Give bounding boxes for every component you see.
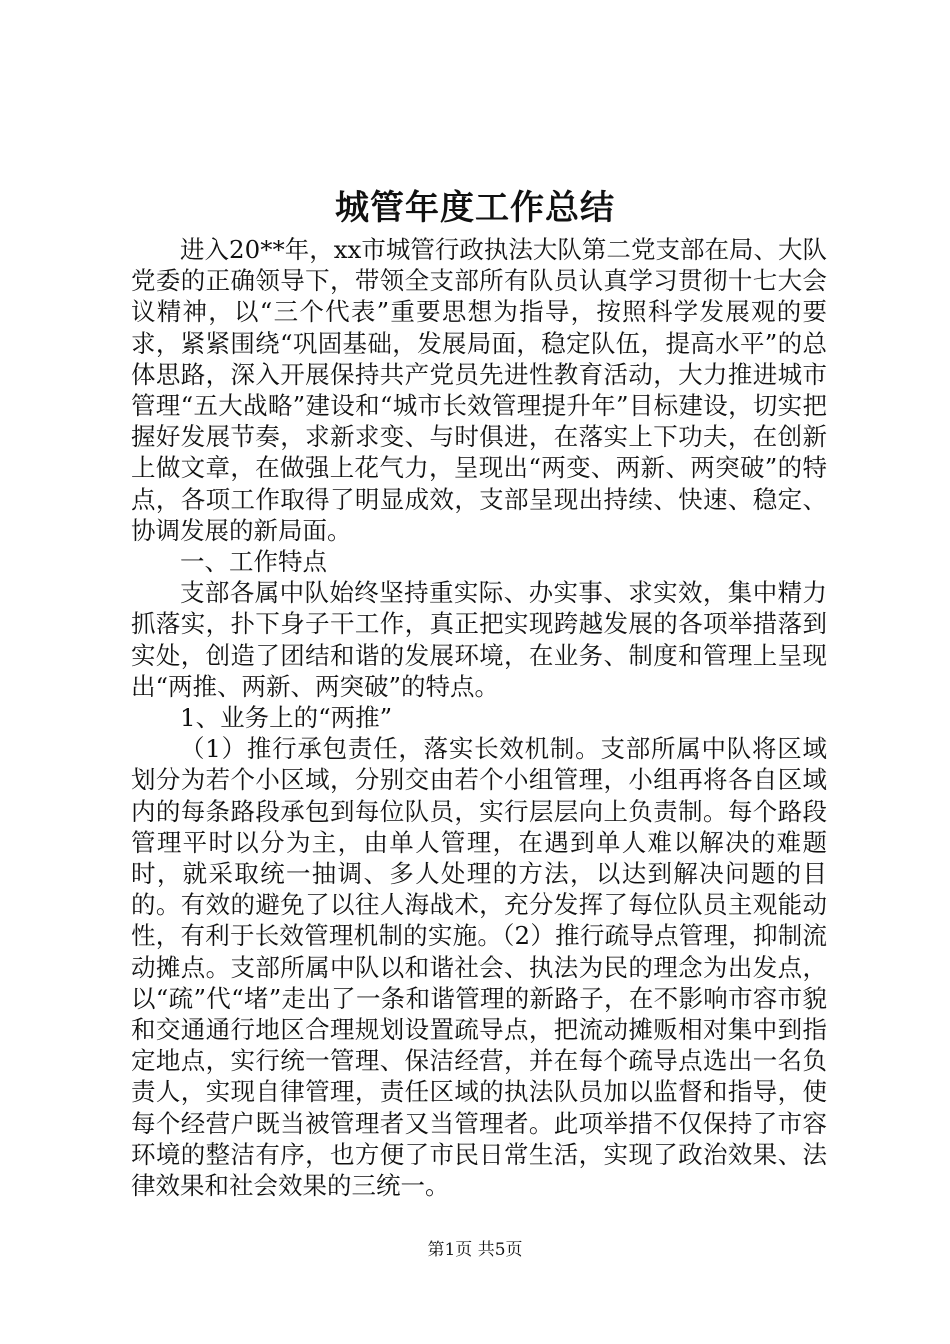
work-features-paragraph: 支部各属中队始终坚持重实际、办实事、求实效，集中精力抓落实，扑下身子干工作，真正把实现跨越发展的各项举措落到实处，创造了团结和谐的发展环境，在业务、制度和管理上呈现出“两推、两新、两突破”的特点。 — [131, 578, 827, 701]
intro-paragraph: 进入20**年，xx市城管行政执法大队第二党支部在局、大队党委的正确领导下，带领全支部所有队员认真学习贯彻十七大会议精神，以“三个代表”重要思想为指导，按照科学发展观的要求，紧紧围绕“巩固基础，发展局面，稳定队伍，提高水平”的总体思路，深入开展保持共产党员先进性教育活动，大力推进城市管理“五大战略”建设和“城市长效管理提升年”目标建设，切实把握好发展节奏，求新求变、与时俱进，在落实上下功夫，在创新上做文章，在做强上花气力，呈现出“两变、两新、两突破”的特点，各项工作取得了明显成效，支部呈现出持续、快速、稳定、协调发展的新局面。 — [131, 235, 827, 545]
business-paragraph: （1）推行承包责任，落实长效机制。支部所属中队将区域划分为若个小区域，分别交由若个小组管理，小组再将各自区域内的每条路段承包到每位队员，实行层层向上负责制。每个路段管理平时以分为主，由单人管理，在遇到单人难以解决的难题时，就采取统一抽调、多人处理的方法，以达到解决问题的目的。有效的避免了以往人海战术，充分发挥了每位队员主观能动性，有利于长效管理机制的实施。（2）推行疏导点管理，抑制流动摊点。支部所属中队以和谐社会、执法为民的理念为出发点，以“疏”代“堵”走出了一条和谐管理的新路子，在不影响市容市貌和交通通行地区合理规划设置疏导点，把流动摊贩相对集中到指定地点，实行统一管理、保洁经营，并在每个疏导点选出一名负责人，实现自律管理，责任区域的执法队员加以监督和指导，使每个经营户既当被管理者又当管理者。此项举措不仅保持了市容环境的整洁有序，也方便了市民日常生活，实现了政治效果、法律效果和社会效果的三统一。 — [131, 734, 827, 1201]
document-title: 城管年度工作总结 — [335, 188, 615, 228]
subsection-heading-business: 1、业务上的“两推” — [180, 703, 393, 733]
section-heading-work-features: 一、工作特点 — [180, 547, 327, 577]
document-body — [131, 234, 827, 1201]
page-number-footer: 第1页 共5页 — [427, 1240, 523, 1260]
